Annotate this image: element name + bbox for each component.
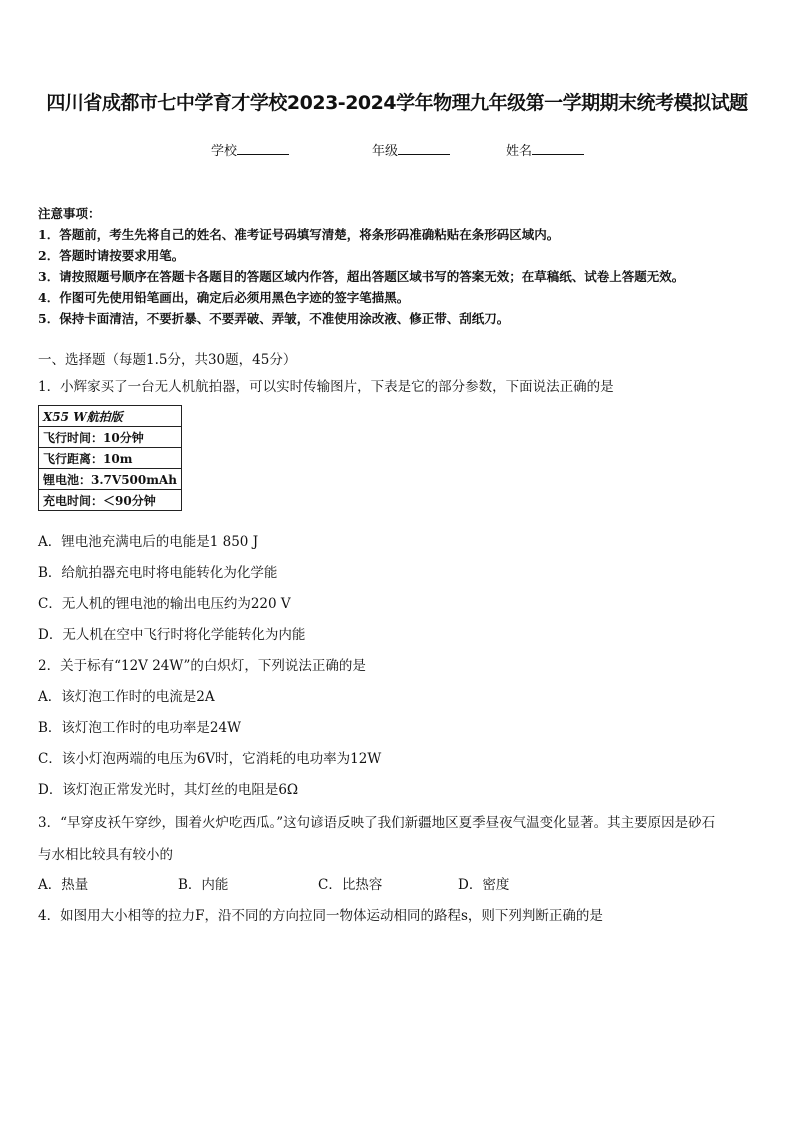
- section-heading: 一、选择题（每题1.5分，共30题，45分）: [38, 352, 297, 368]
- name-label: 姓名: [506, 144, 533, 159]
- notice-heading: 注意事项：: [38, 206, 101, 221]
- spec-cell: 飞行距离：10m: [39, 448, 182, 469]
- question-2-option-d[interactable]: D．该灯泡正常发光时，其灯丝的电阻是6Ω: [38, 782, 299, 798]
- question-1-stem: 1．小辉家买了一台无人机航拍器，可以实时传输图片，下表是它的部分参数，下面说法正确的是: [38, 379, 614, 395]
- grade-label: 年级: [372, 144, 399, 159]
- spec-cell: 锂电池：3.7V500mAh: [39, 469, 182, 490]
- question-3-option-d[interactable]: D．密度: [458, 877, 510, 893]
- spec-cell: 飞行时间：10分钟: [39, 427, 182, 448]
- question-2-option-a[interactable]: A．该灯泡工作时的电流是2A: [38, 689, 215, 705]
- notice-item: 2．答题时请按要求用笔。: [38, 248, 185, 263]
- question-3-option-a[interactable]: A．热量: [38, 877, 89, 893]
- spec-cell: X55 W航拍版: [39, 406, 182, 427]
- question-1-option-b[interactable]: B．给航拍器充电时将电能转化为化学能: [38, 565, 278, 581]
- notice-item: 5．保持卡面清洁，不要折暴、不要弄破、弄皱，不准使用涂改液、修正带、刮纸刀。: [38, 311, 510, 326]
- question-4-stem: 4．如图用大小相等的拉力F，沿不同的方向拉同一物体运动相同的路程s，则下列判断正确的是: [38, 908, 603, 924]
- question-2-option-b[interactable]: B．该灯泡工作时的电功率是24W: [38, 720, 241, 736]
- school-field[interactable]: [211, 140, 289, 159]
- school-blank[interactable]: [237, 142, 289, 155]
- spec-cell: 充电时间：＜90分钟: [39, 490, 182, 511]
- question-3-option-c[interactable]: C．比热容: [318, 877, 383, 893]
- page-title: 四川省成都市七中学育才学校2023-2024学年物理九年级第一学期期末统考模拟试题: [46, 92, 748, 114]
- question-3-stem-continued: 与水相比较具有较小的: [38, 847, 173, 863]
- notice-item: 4．作图可先使用铅笔画出，确定后必须用黑色字迹的签字笔描黑。: [38, 290, 410, 305]
- question-1-option-a[interactable]: A．锂电池充满电后的电能是1 850 J: [38, 534, 259, 550]
- grade-blank[interactable]: [398, 142, 450, 155]
- notice-item: 3．请按照题号顺序在答题卡各题目的答题区域内作答，超出答题区域书写的答案无效；在草稿纸、试卷上答题无效。: [38, 269, 685, 284]
- school-label: 学校: [211, 144, 238, 159]
- question-3-options: [38, 873, 598, 893]
- question-1-option-d[interactable]: D．无人机在空中飞行时将化学能转化为内能: [38, 627, 306, 643]
- question-2-option-c[interactable]: C．该小灯泡两端的电压为6V时，它消耗的电功率为12W: [38, 751, 382, 767]
- notice-item: 1．答题前，考生先将自己的姓名、准考证号码填写清楚，将条形码准确粘贴在条形码区域内。: [38, 227, 560, 242]
- name-blank[interactable]: [532, 142, 584, 155]
- question-3-option-b[interactable]: B．内能: [178, 877, 229, 893]
- drone-spec-table: [38, 405, 182, 511]
- name-field[interactable]: [506, 140, 584, 159]
- question-1-option-c[interactable]: C．无人机的锂电池的输出电压约为220 V: [38, 596, 291, 612]
- question-2-stem: 2．关于标有“12V 24W”的白炽灯，下列说法正确的是: [38, 658, 366, 674]
- grade-field[interactable]: [372, 140, 450, 159]
- question-3-stem: 3．“早穿皮袄午穿纱，围着火炉吃西瓜。”这句谚语反映了我们新疆地区夏季昼夜气温变化显著。其主要原因是砂石: [38, 815, 716, 831]
